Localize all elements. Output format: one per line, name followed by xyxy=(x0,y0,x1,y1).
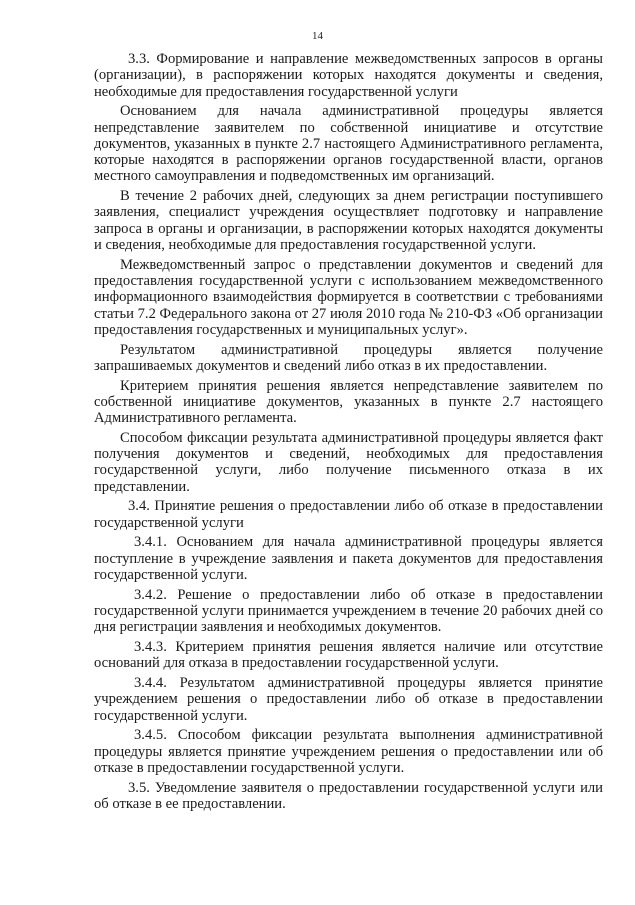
paragraph-basis: Основанием для начала административной процедуры является непредставление заявителем по собственной инициативе и отсутствие документов, указанных в пункте 2.7 настоящего Административного регламента, которые находятся в распоряжении органов государственной власти, органов местного самоуправления и подведомственных им организаций. xyxy=(94,103,603,185)
paragraph-timeline: В течение 2 рабочих дней, следующих за днем регистрации поступившего заявления, специалист учреждения осуществляет подготовку и направление запроса в органы и организации, в распоряжении которых находятся документы и сведения, необходимые для предоставления государственной услуги. xyxy=(94,188,603,254)
clause-3-4-5: 3.4.5. Способом фиксации результата выполнения административной процедуры является принятие учреждением решения о предоставлении или об отказе в предоставлении государственной услуги. xyxy=(94,727,603,776)
paragraph-criterion: Критерием принятия решения является непредставление заявителем по собственной инициативе документов, указанных в пункте 2.7 настоящего Административного регламента. xyxy=(94,377,603,427)
clause-3-4-2: 3.4.2. Решение о предоставлении либо об отказе в предоставлении государственной услуги принимается учреждением в течение 20 рабочих дней со дня регистрации заявления и необходимых документов. xyxy=(94,586,603,636)
clause-3-4-1: 3.4.1. Основанием для начала административной процедуры является поступление в учреждение заявления и пакета документов для предоставления государственной услуги. xyxy=(94,534,603,584)
paragraph-result: Результатом административной процедуры является получение запрашиваемых документов и сведений либо отказ в их предоставлении. xyxy=(94,341,603,374)
page-number: 14 xyxy=(312,30,323,42)
clause-3-4-3: 3.4.3. Критерием принятия решения является наличие или отсутствие оснований для отказа в предоставлении государственной услуги. xyxy=(94,639,603,672)
paragraph-interagency-request: Межведомственный запрос о представлении документов и сведений для предоставления государственной услуги с использованием межведомственного информационного взаимодействия формируется в соответствии с требованиями статьи 7.2 Федерального закона от 27 июля 2010 года № 210-ФЗ «Об организации предоставления государственных и муниципальных услуг». xyxy=(94,256,603,338)
paragraph-fixation: Способом фиксации результата административной процедуры является факт получения документов и сведений, необходимых для предоставления государственной услуги, либо получение письменного отказа в их представлении. xyxy=(94,429,603,495)
section-3-3-heading: 3.3. Формирование и направление межведомственных запросов в органы (организации), в распоряжении которых находятся документы и сведения, необходимые для предоставления государственной услуги xyxy=(94,51,603,100)
section-3-4-heading: 3.4. Принятие решения о предоставлении либо об отказе в предоставлении государственной услуги xyxy=(94,498,603,531)
document-body xyxy=(94,51,603,816)
clause-3-4-4: 3.4.4. Результатом административной процедуры является принятие учреждением решения о предоставлении либо об отказе в предоставлении государственной услуги. xyxy=(94,674,603,724)
section-3-5-heading: 3.5. Уведомление заявителя о предоставлении государственной услуги или об отказе в ее предоставлении. xyxy=(94,779,603,812)
